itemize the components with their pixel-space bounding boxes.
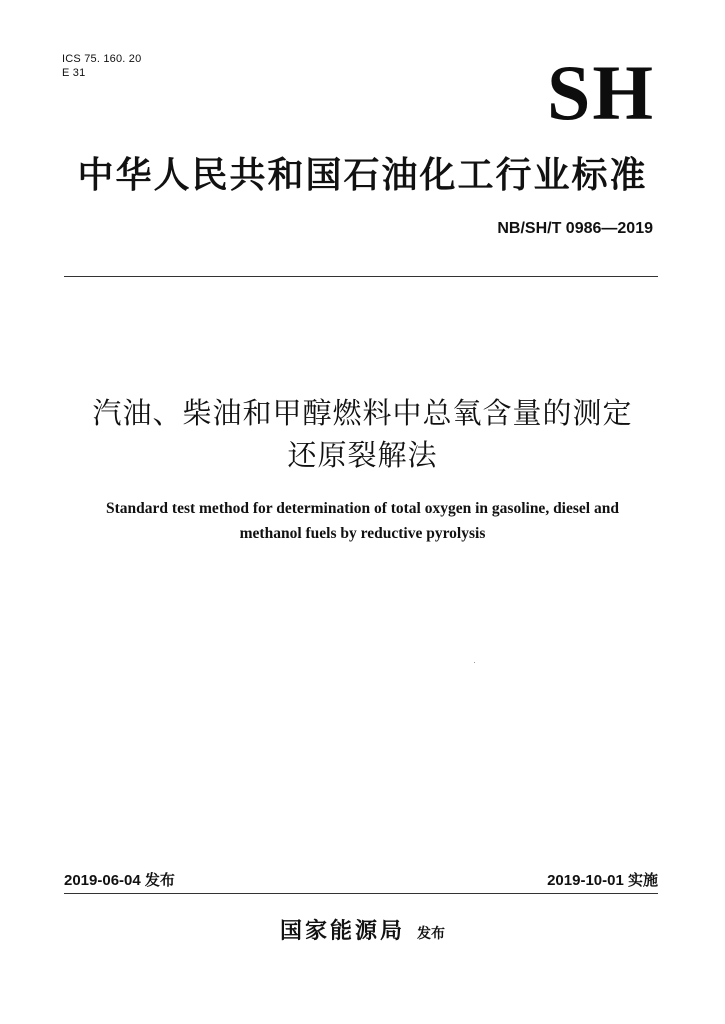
ics-code: ICS 75. 160. 20 <box>62 53 142 65</box>
footer-divider <box>64 893 658 894</box>
issuing-authority <box>0 914 725 945</box>
chinese-title-line-2: 还原裂解法 <box>287 438 438 472</box>
classification-codes <box>62 52 141 80</box>
issue-date: 2019-06-04 发布 <box>64 872 175 889</box>
english-title-line-1: Standard test method for determination of total oxygen in gasoline, diesel and <box>106 500 619 517</box>
header-divider <box>64 276 658 277</box>
english-title-line-2: methanol fuels by reductive pyrolysis <box>239 525 486 542</box>
issuer-name: 国家能源局 <box>279 919 405 944</box>
standard-category-title: 中华人民共和国石油化工行业标准 <box>77 155 648 196</box>
chinese-title-line-1: 汽油、柴油和甲醇燃料中总氧含量的测定 <box>92 396 633 430</box>
chinese-title <box>0 392 725 476</box>
english-title <box>40 496 685 546</box>
sh-logo: SH <box>546 49 655 136</box>
scan-speck <box>474 662 475 663</box>
effective-date: 2019-10-01 实施 <box>547 872 658 889</box>
standard-number: NB/SH/T 0986—2019 <box>497 220 653 237</box>
class-code: E 31 <box>62 67 86 79</box>
issuer-action: 发布 <box>417 926 445 942</box>
